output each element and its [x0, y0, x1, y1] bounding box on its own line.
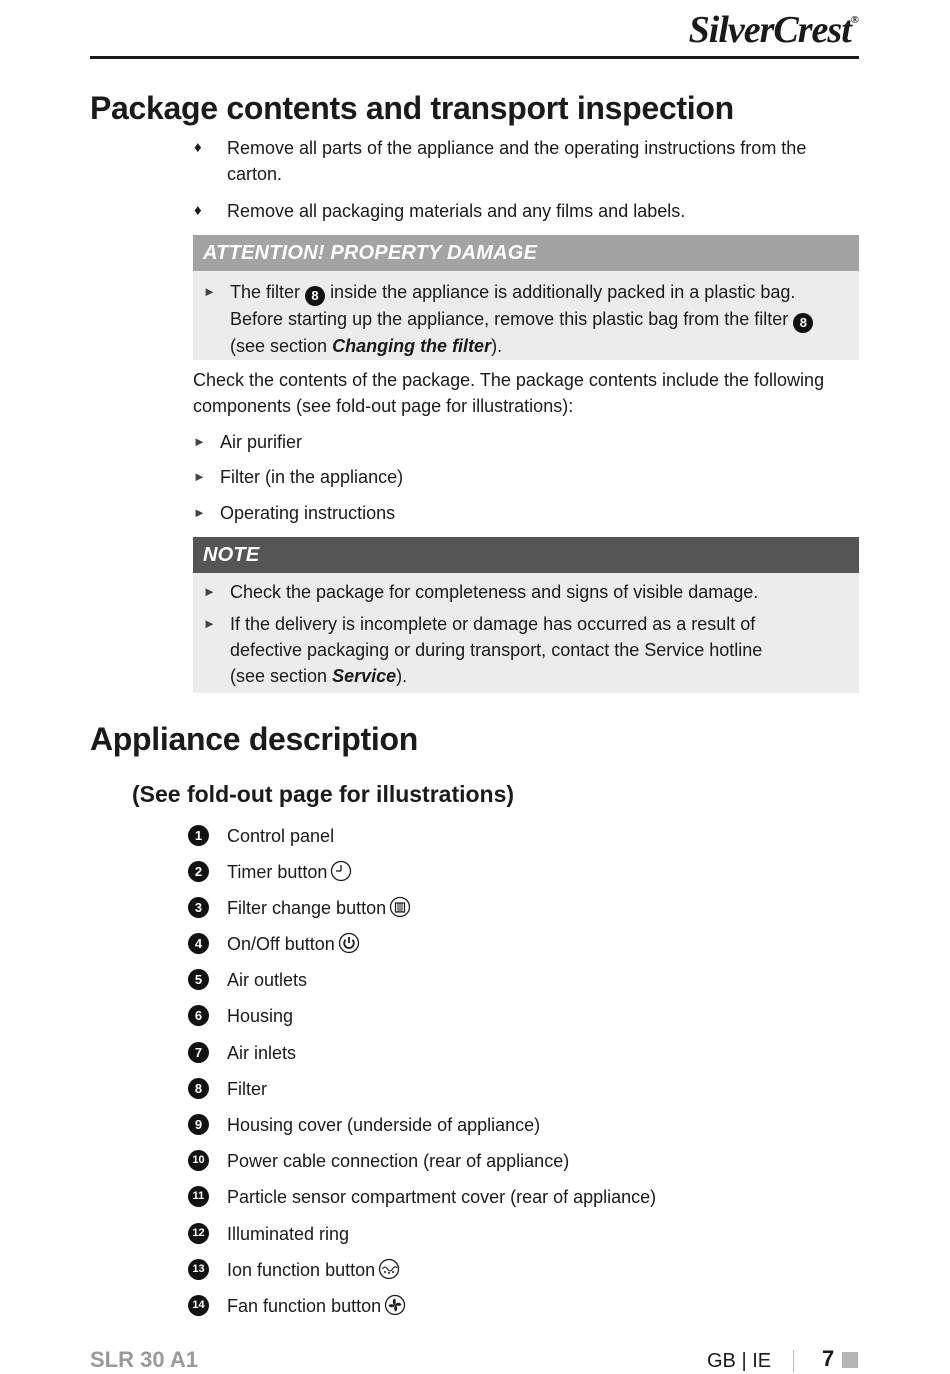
arrow-bullet-icon: ► [203, 584, 216, 599]
section-title-appliance: Appliance description [90, 721, 418, 757]
section-reference: Changing the filter [332, 336, 492, 356]
diamond-bullet-icon: ♦ [194, 139, 202, 156]
page-marker-square [842, 1352, 858, 1368]
item-number-badge: 12 [188, 1223, 209, 1244]
section-title-package: Package contents and transport inspection [90, 90, 734, 126]
ion-icon [378, 1258, 400, 1280]
item-number-badge: 10 [188, 1150, 209, 1171]
item-number-badge: 14 [188, 1295, 209, 1316]
note-item: ► Check the package for completeness and signs of visible damage. [203, 579, 843, 605]
item-number-badge: 13 [188, 1259, 209, 1280]
item-number-badge: 2 [188, 861, 209, 882]
arrow-bullet-icon: ► [203, 284, 216, 299]
arrow-bullet-icon: ► [193, 434, 206, 449]
fan-icon [384, 1294, 406, 1316]
section-reference: Service [332, 666, 397, 686]
brand-logo: SilverCrest® [688, 9, 858, 51]
contents-item: ► Operating instructions [193, 500, 833, 526]
item-number-badge: 11 [188, 1186, 209, 1207]
footer-divider [793, 1350, 794, 1372]
contents-item: ► Filter (in the appliance) [193, 464, 833, 490]
item-number-badge: 8 [793, 313, 813, 333]
item-number-badge: 9 [188, 1114, 209, 1135]
arrow-bullet-icon: ► [203, 616, 216, 631]
note-item: ► If the delivery is incomplete or damage has occurred as a result of defective packaging or during transport, contact the Service hotline (see section Service). [203, 611, 843, 689]
item-number-badge: 1 [188, 825, 209, 846]
section-subtitle: (See fold-out page for illustrations) [132, 781, 515, 807]
contents-intro: Check the contents of the package. The package contents include the following components (see fold-out page for illustrations): [193, 370, 825, 416]
attention-item: ► The filter 8 inside the appliance is additionally packed in a plastic bag. Before starting up the appliance, remove this plastic bag from the filter 8 (see section Changing the filter). [203, 279, 843, 359]
attention-heading: ATTENTION! PROPERTY DAMAGE [193, 235, 859, 271]
bullet-item: ♦ Remove all parts of the appliance and the operating instructions from the carton. [193, 135, 843, 187]
item-number-badge: 8 [188, 1078, 209, 1099]
arrow-bullet-icon: ► [193, 505, 206, 520]
item-number-badge: 4 [188, 933, 209, 954]
item-number-badge: 5 [188, 969, 209, 990]
footer-language: GB | IE [707, 1350, 772, 1372]
arrow-bullet-icon: ► [193, 469, 206, 484]
item-number-badge: 8 [305, 286, 325, 306]
bullet-item: ♦ Remove all packaging materials and any films and labels. [193, 198, 843, 224]
item-number-badge: 6 [188, 1005, 209, 1026]
header-rule [90, 56, 859, 59]
item-number-badge: 7 [188, 1042, 209, 1063]
item-number-badge: 3 [188, 897, 209, 918]
contents-item: ► Air purifier [193, 429, 833, 455]
diamond-bullet-icon: ♦ [194, 202, 202, 219]
power-icon [338, 932, 360, 954]
page-number: 7 [822, 1346, 835, 1371]
filter-change-icon [389, 896, 411, 918]
timer-icon [330, 860, 352, 882]
footer-model: SLR 30 A1 [90, 1347, 199, 1372]
note-heading: NOTE [193, 537, 859, 573]
